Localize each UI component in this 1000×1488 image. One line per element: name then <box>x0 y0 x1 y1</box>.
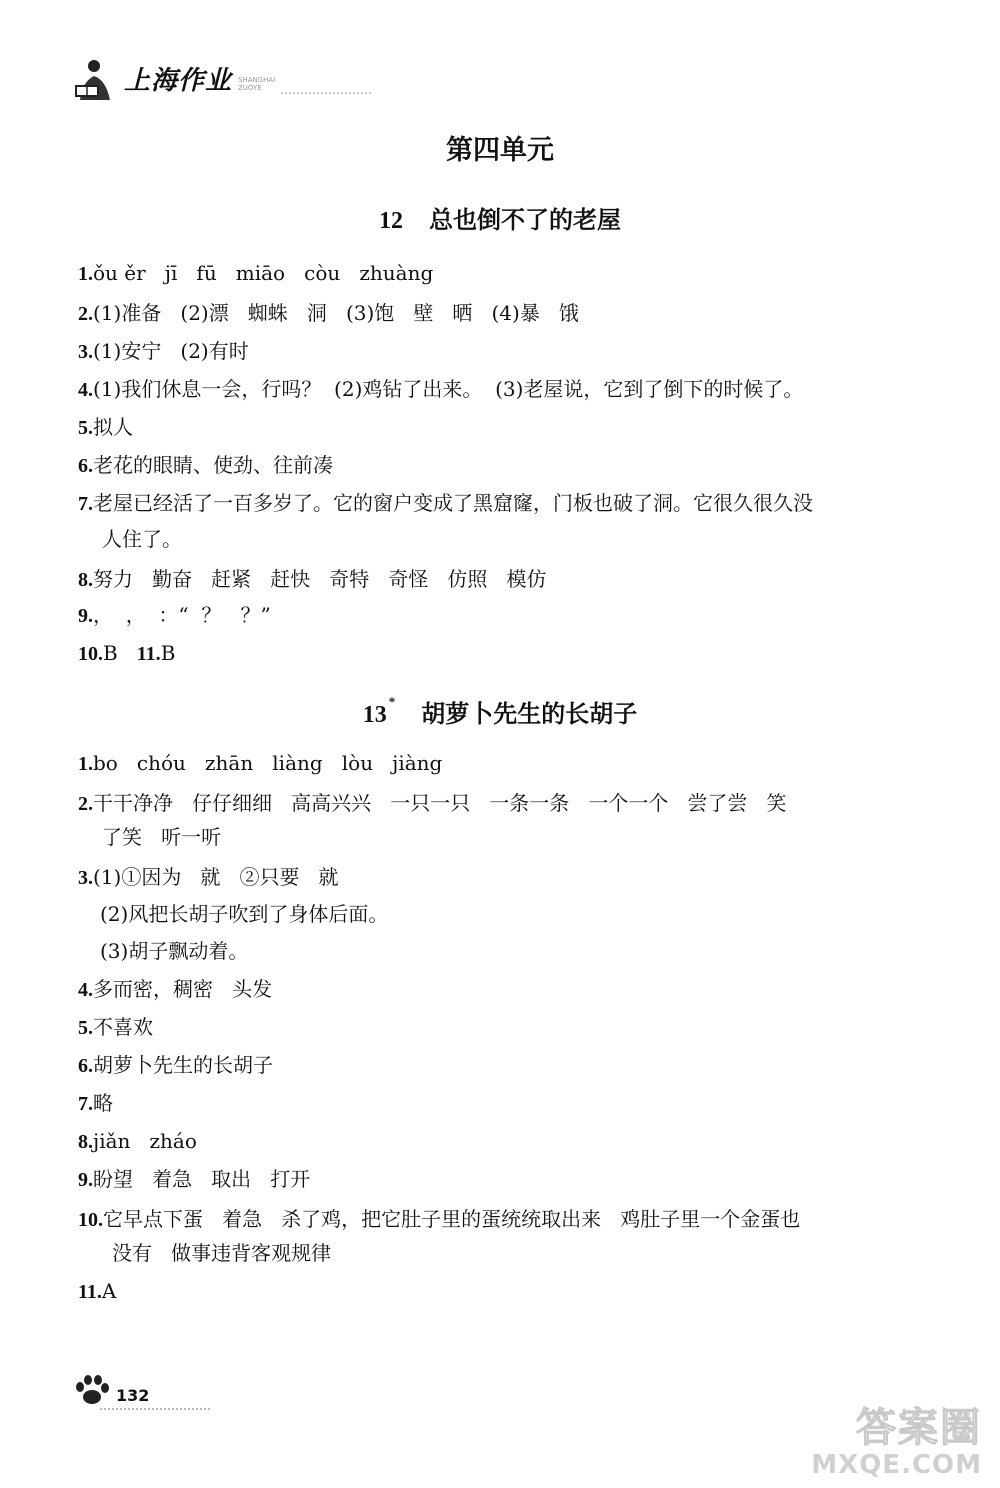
header-divider <box>281 92 371 94</box>
logo-subtitle-line-2: ZUOYE <box>238 84 262 92</box>
logo-title: 上海作业 <box>124 66 233 96</box>
optional-star: * <box>388 694 396 709</box>
lesson-number: 13* <box>362 694 396 728</box>
answer-item: 9.盼望 着急 取出 打开 <box>78 1167 311 1191</box>
unit-title: 第四单元 <box>446 135 554 166</box>
answer-item-continuation: 了笑 听一听 <box>102 825 222 849</box>
paw-print-icon <box>72 1370 112 1410</box>
reader-figure-icon <box>72 56 120 102</box>
answer-item: 1.bo chóu zhān liàng lòu jiàng <box>78 751 443 775</box>
answer-item-continuation: 人住了。 <box>102 527 182 551</box>
answer-item: 9.， ， ：“ ？ ？” <box>78 603 271 627</box>
answer-sub-item: (3)胡子飘动着。 <box>100 939 249 963</box>
answer-item: 11.A <box>78 1279 117 1303</box>
answer-item: 4.多而密，稠密 头发 <box>78 977 273 1001</box>
page-footer <box>72 1370 149 1410</box>
answer-item: 8.努力 勤奋 赶紧 赶快 奇特 奇怪 仿照 模仿 <box>78 567 547 591</box>
answer-item: 7.略 <box>78 1091 113 1115</box>
watermark <box>811 1406 982 1480</box>
page-number: 132 <box>116 1385 150 1405</box>
answer-item: 6.老花的眼睛、使劲、往前凑 <box>78 453 333 477</box>
answer-item: 1.ǒu ěr jī fū miāo còu zhuàng <box>78 261 434 285</box>
answer-item: 5.拟人 <box>78 415 133 439</box>
answer-sub-item: (2)风把长胡子吹到了身体后面。 <box>100 902 389 926</box>
watermark-url: MXQE.COM <box>811 1450 982 1480</box>
logo-subtitle <box>238 76 275 92</box>
lesson-13-title <box>0 694 1000 729</box>
lesson-12-title <box>0 200 1000 235</box>
header-logo <box>72 52 371 102</box>
answer-item: 3.(1)安宁 (2)有时 <box>78 339 249 363</box>
footer-divider <box>100 1408 210 1410</box>
answer-item: 8.jiǎn zháo <box>78 1129 197 1153</box>
answer-item: 2.干干净净 仔仔细细 高高兴兴 一只一只 一条一条 一个一个 尝了尝 笑 <box>78 791 787 815</box>
answer-item: 3.(1)①因为 就 ②只要 就 <box>78 865 339 889</box>
lesson-name: 总也倒不了的老屋 <box>429 206 621 234</box>
answer-item: 6.胡萝卜先生的长胡子 <box>78 1053 273 1077</box>
watermark-logo: 答案圈 <box>856 1405 982 1451</box>
answer-item: 2.(1)准备 (2)漂 蜘蛛 洞 (3)饱 壁 晒 (4)暴 饿 <box>78 301 579 325</box>
answer-item-continuation: 没有 做事违背客观规律 <box>112 1241 332 1265</box>
answer-item: 5.不喜欢 <box>78 1015 153 1039</box>
answer-item: 10.B 11.B <box>78 641 176 665</box>
logo-subtitle-line-1: SHANGHAI <box>238 76 276 84</box>
lesson-number: 12 <box>379 208 403 234</box>
answer-item: 10.它早点下蛋 着急 杀了鸡，把它肚子里的蛋统统取出来 鸡肚子里一个金蛋也 <box>78 1207 801 1231</box>
answer-item: 4.(1)我们休息一会，行吗？ (2)鸡钻了出来。 (3)老屋说，它到了倒下的时候了。 <box>78 377 804 401</box>
answer-item: 7.老屋已经活了一百多岁了。它的窗户变成了黑窟窿，门板也破了洞。它很久很久没 <box>78 491 813 515</box>
lesson-name: 胡萝卜先生的长胡子 <box>421 700 638 728</box>
